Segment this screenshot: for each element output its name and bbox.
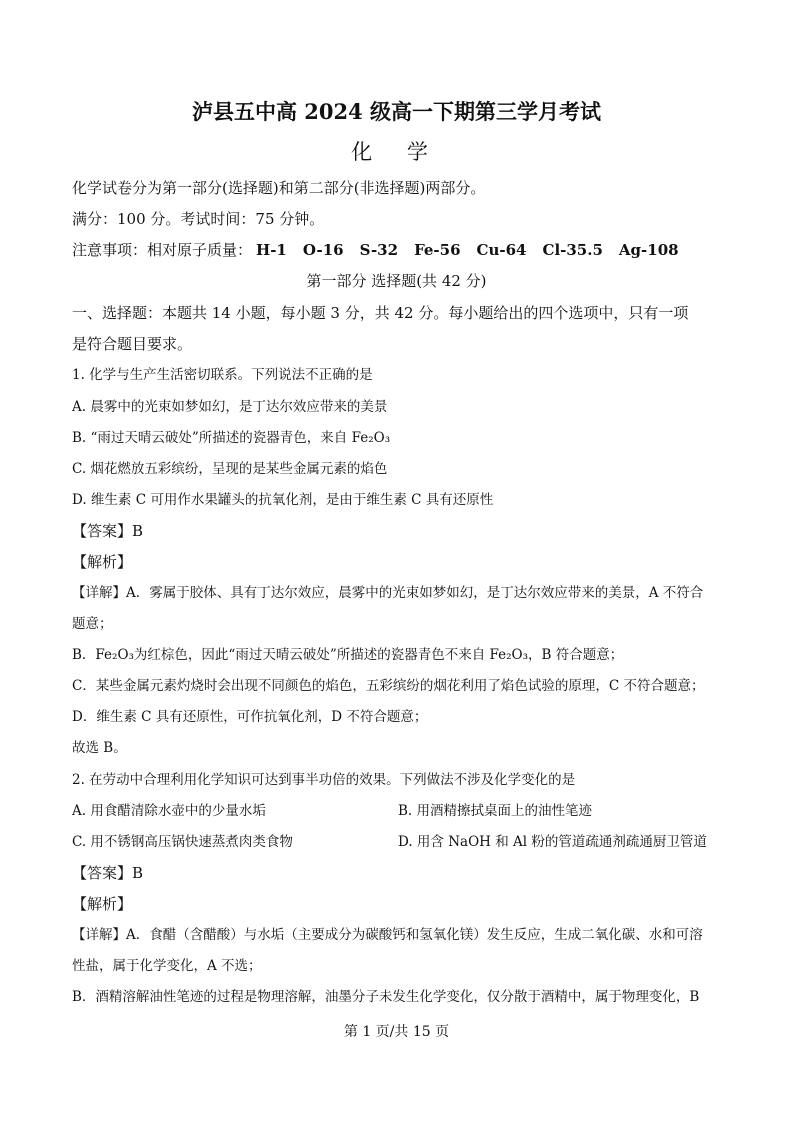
q1-detail-1: 【详解】A．雾属于胶体、具有丁达尔效应，晨雾中的光束如梦如幻，是丁达尔效应带来的美景，A 不符合 (72, 585, 704, 601)
q2-detail-2: 性盐，属于化学变化，A 不选； (72, 958, 262, 974)
mass-o: O-16 (302, 241, 344, 259)
atomic-mass-label: 注意事项：相对原子质量： (72, 241, 253, 259)
q1-option-d: D. 维生素 C 可用作水果罐头的抗氧化剂，是由于维生素 C 具有还原性 (72, 492, 494, 508)
q2-detail-1: 【详解】A．食醋（含醋酸）与水垢（主要成分为碳酸钙和氢氧化镁）发生反应，生成二氧化碳、水和可溶 (72, 927, 703, 943)
q2-stem: 2. 在劳动中合理利用化学知识可达到事半功倍的效果。下列做法不涉及化学变化的是 (72, 772, 576, 788)
mass-h: H-1 (256, 241, 287, 259)
mass-cl: Cl-35.5 (542, 241, 603, 259)
q1-option-a: A. 晨雾中的光束如梦如幻，是丁达尔效应带来的美景 (72, 399, 388, 415)
q1-answer: 【答案】B (72, 522, 144, 540)
mass-fe: Fe-56 (414, 241, 461, 259)
section-instruction-1: 一、选择题：本题共 14 小题，每小题 3 分，共 42 分。每小题给出的四个选项中，只有一项 (72, 304, 689, 322)
intro-line-1: 化学试卷分为第一部分(选择题)和第二部分(非选择题)两部分。 (72, 179, 486, 197)
q1-analysis-label: 【解析】 (72, 553, 133, 571)
q1-detail-2: 题意； (72, 616, 113, 632)
q2-answer: 【答案】B (72, 864, 144, 882)
mass-cu: Cu-64 (476, 241, 527, 259)
mass-ag: Ag-108 (618, 241, 679, 259)
q2-option-d: D. 用含 NaOH 和 Al 粉的管道疏通剂疏通厨卫管道 (398, 834, 707, 850)
subject-title: 化 学 (351, 140, 442, 164)
q1-detail-4: C．某些金属元素灼烧时会出现不同颜色的焰色，五彩缤纷的烟花利用了焰色试验的原理，C 不符合题意； (72, 678, 705, 694)
section-instruction-2: 是符合题目要求。 (72, 335, 193, 353)
q1-detail-3: B．Fe₂O₃为红棕色，因此“雨过天晴云破处”所描述的瓷器青色不来自 Fe₂O₃，B 符合题意； (72, 647, 624, 663)
q2-option-c: C. 用不锈钢高压锅快速蒸煮肉类食物 (72, 834, 293, 850)
q1-conclusion: 故选 B。 (72, 740, 127, 756)
q2-option-b: B. 用酒精擦拭桌面上的油性笔迹 (398, 803, 593, 819)
q1-stem: 1. 化学与生产生活密切联系。下列说法不正确的是 (72, 367, 373, 383)
atomic-mass-line (72, 240, 695, 260)
q2-detail-3: B．酒精溶解油性笔迹的过程是物理溶解，油墨分子未发生化学变化，仅分散于酒精中，属于物理变化，B (72, 989, 700, 1005)
q2-analysis-label: 【解析】 (72, 895, 133, 913)
q1-option-b: B. “雨过天晴云破处”所描述的瓷器青色，来自 Fe₂O₃ (72, 430, 391, 446)
page-number: 第 1 页/共 15 页 (343, 1024, 450, 1040)
intro-line-2: 满分：100 分。考试时间：75 分钟。 (72, 210, 325, 228)
q1-detail-5: D．维生素 C 具有还原性，可作抗氧化剂，D 不符合题意； (72, 709, 428, 725)
mass-s: S-32 (359, 241, 399, 259)
exam-title: 泸县五中高 2024 级高一下期第三学月考试 (191, 99, 602, 124)
q2-option-a: A. 用食醋清除水壶中的少量水垢 (72, 803, 266, 819)
section-title: 第一部分 选择题(共 42 分) (306, 272, 487, 290)
q1-option-c: C. 烟花燃放五彩缤纷，呈现的是某些金属元素的焰色 (72, 461, 388, 477)
